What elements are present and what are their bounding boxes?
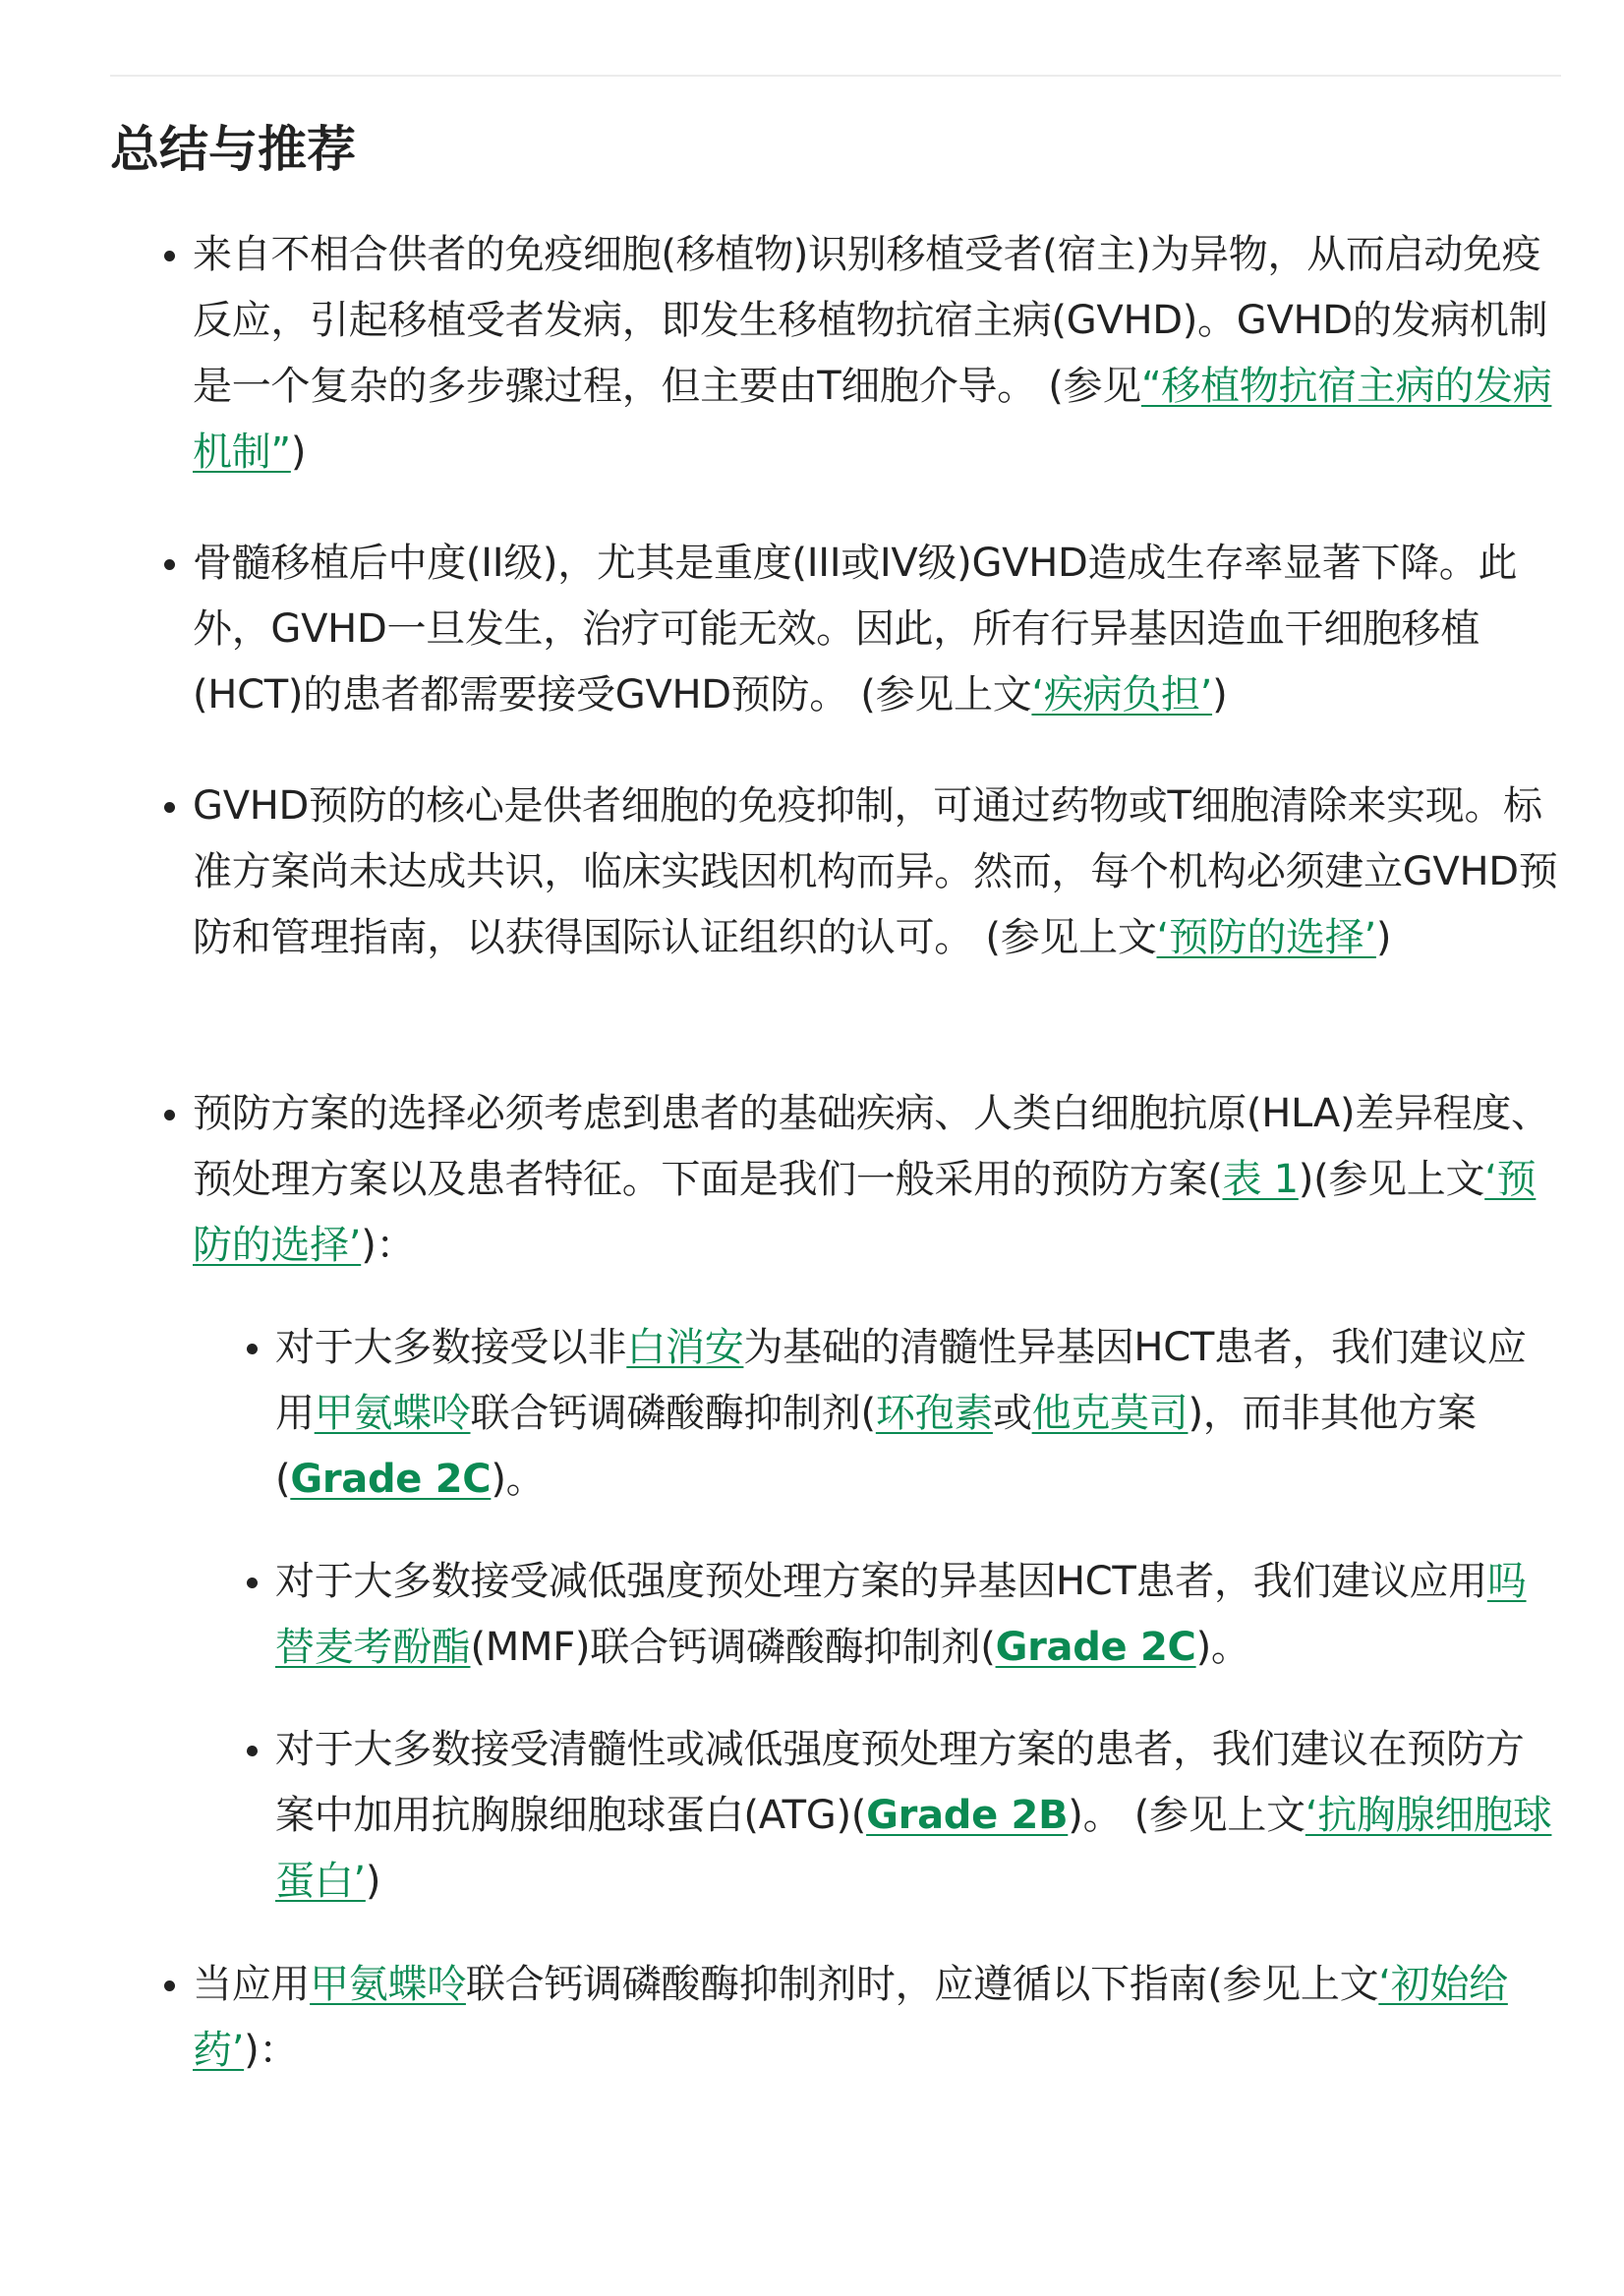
- link-mycophenolate[interactable]: 吗替麦考酚酯: [275, 1559, 1527, 1670]
- link-initial-dosing[interactable]: ‘初始给药’: [193, 1962, 1508, 2073]
- item-text: 对于大多数接受清髓性或减低强度预处理方案的患者，我们建议在预防方案中加用抗胸腺细胞球蛋白(ATG)(: [275, 1727, 1525, 1838]
- item-text: )，而非其他方案(: [275, 1391, 1477, 1502]
- bullet-icon: [247, 1578, 258, 1588]
- item-text: ): [1375, 915, 1392, 960]
- link-disease-burden[interactable]: ‘疾病负担’: [1031, 672, 1213, 718]
- bullet-icon: [164, 1110, 175, 1120]
- link-methotrexate[interactable]: 甲氨蝶呤: [314, 1391, 471, 1436]
- bullet-icon: [164, 1980, 175, 1991]
- grade-link[interactable]: Grade 2C: [995, 1625, 1196, 1670]
- item-text: ): [365, 1859, 381, 1904]
- item-text: )。: [491, 1457, 546, 1502]
- list-item: [193, 531, 1561, 728]
- item-text: )：: [361, 1223, 416, 1268]
- link-prophylaxis-choice[interactable]: ‘预防的选择’: [1156, 915, 1376, 960]
- sub-list-item: [275, 1315, 1561, 1513]
- section-title: 总结与推荐: [110, 121, 356, 178]
- bullet-icon: [247, 1344, 258, 1354]
- item-text: 或: [992, 1391, 1032, 1436]
- divider: [110, 75, 1561, 77]
- bullet-icon: [164, 802, 175, 813]
- item-text: )。 (参见上文: [1068, 1793, 1305, 1838]
- bullet-icon: [247, 1746, 258, 1756]
- sub-list-item: [275, 1717, 1561, 1915]
- sub-list-item: [275, 1549, 1561, 1681]
- link-table-1[interactable]: 表 1: [1222, 1157, 1299, 1202]
- item-text: )。: [1195, 1625, 1250, 1670]
- item-text: )：: [244, 2028, 299, 2073]
- list-item: [193, 1081, 1561, 1279]
- item-text: GVHD预防的核心是供者细胞的免疫抑制，可通过药物或T细胞清除来实现。标准方案尚未达成共识，临床实践因机构而异。然而，每个机构必须建立GVHD预防和管理指南，以获得国际认证组织的认可。 (参见上文: [193, 783, 1558, 960]
- link-tacrolimus[interactable]: 他克莫司: [1031, 1391, 1189, 1436]
- item-text: 骨髓移植后中度(II级)，尤其是重度(III或IV级)GVHD造成生存率显著下降。此外，GVHD一旦发生，治疗可能无效。因此，所有行异基因造血干细胞移植(HCT)的患者都需要接受GVHD预防。 (参见上文: [193, 541, 1518, 718]
- grade-link[interactable]: Grade 2B: [866, 1793, 1069, 1838]
- link-methotrexate[interactable]: 甲氨蝶呤: [310, 1962, 466, 2007]
- item-text: 联合钙调磷酸酶抑制剂时，应遵循以下指南(参见上文: [465, 1962, 1379, 2007]
- list-item: [193, 774, 1561, 971]
- link-prophylaxis-choice[interactable]: ‘预防的选择’: [193, 1157, 1537, 1268]
- item-text: 当应用: [193, 1962, 311, 2007]
- item-text: 为基础的清髓性异基因HCT患者，我们建议应用: [275, 1325, 1527, 1436]
- list-item: [193, 1952, 1561, 2084]
- bullet-icon: [164, 251, 175, 261]
- link-cyclosporine[interactable]: 环孢素: [875, 1391, 993, 1436]
- link-atg[interactable]: ‘抗胸腺细胞球蛋白’: [275, 1793, 1552, 1904]
- item-text: 联合钙调磷酸酶抑制剂(: [470, 1391, 876, 1436]
- item-text: )(参见上文: [1298, 1157, 1485, 1202]
- item-text: 预防方案的选择必须考虑到患者的基础疾病、人类白细胞抗原(HLA)差异程度、预处理方案以及患者特征。下面是我们一般采用的预防方案(: [193, 1091, 1550, 1202]
- item-text: 来自不相合供者的免疫细胞(移植物)识别移植受者(宿主)为异物，从而启动免疫反应，引起移植受者发病，即发生移植物抗宿主病(GVHD)。GVHD的发病机制是一个复杂的多步骤过程，但主要由T细胞介导。 (参见: [193, 232, 1548, 409]
- item-text: (MMF)联合钙调磷酸酶抑制剂(: [470, 1625, 996, 1670]
- grade-link[interactable]: Grade 2C: [290, 1457, 492, 1502]
- item-text: ): [1212, 672, 1228, 718]
- list-item: [193, 222, 1561, 486]
- link-gvhd-pathogenesis[interactable]: “移植物抗宿主病的发病机制”: [193, 364, 1552, 475]
- item-text: 对于大多数接受减低强度预处理方案的异基因HCT患者，我们建议应用: [275, 1559, 1487, 1604]
- bullet-icon: [164, 559, 175, 570]
- item-text: ): [290, 430, 307, 475]
- link-busulfan[interactable]: 白消安: [626, 1325, 744, 1370]
- item-text: 对于大多数接受以非: [275, 1325, 627, 1370]
